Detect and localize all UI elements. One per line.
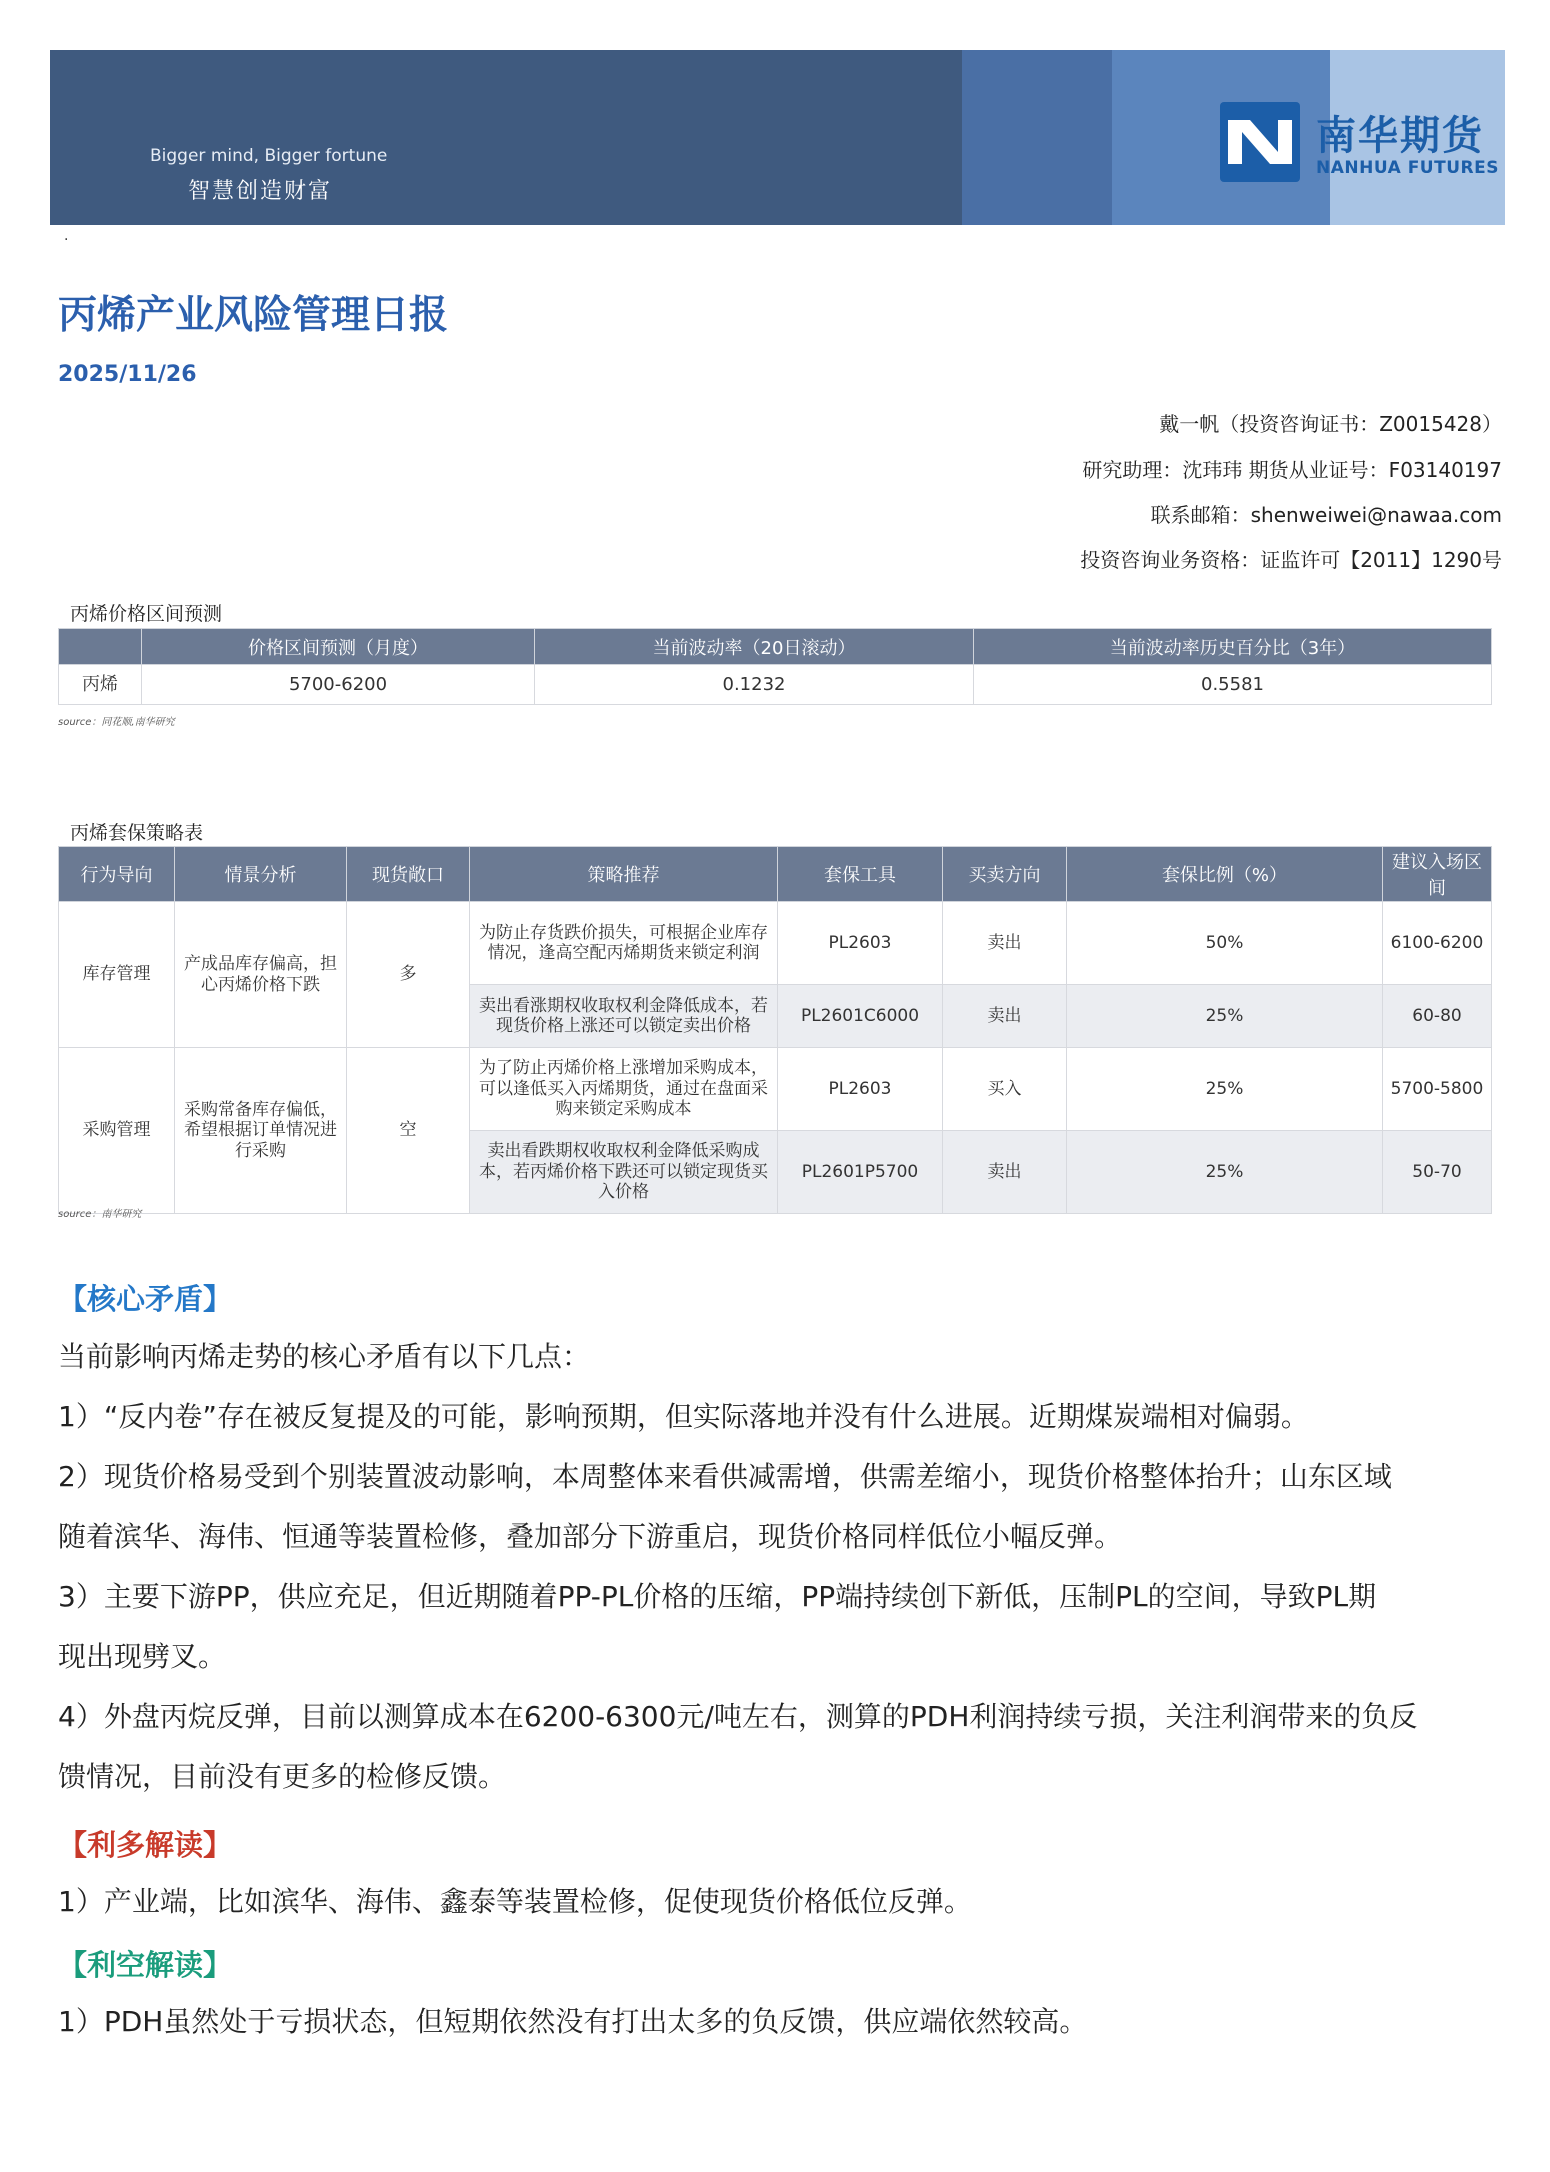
table-cell: 5700-6200 [142,665,535,705]
source-note: source：同花顺,南华研究 [58,717,175,728]
bearish-paragraph [58,1992,1498,2052]
tool-cell: PL2603 [778,1048,943,1131]
company-logo [1220,102,1500,192]
scenario-cell: 产成品库存偏高，担心丙烯价格下跌 [175,902,347,1048]
behavior-cell: 采购管理 [59,1048,175,1214]
direction-cell: 卖出 [943,985,1067,1048]
paragraph-line: 3）主要下游PP，供应充足，但近期随着PP-PL价格的压缩，PP端持续创下新低，压制PL的空间，导致PL期 [58,1580,1377,1613]
ratio-cell: 50% [1067,902,1383,985]
range-cell: 50-70 [1383,1131,1492,1214]
behavior-cell: 库存管理 [59,902,175,1048]
tool-cell: PL2601C6000 [778,985,943,1048]
strategy-cell: 为了防止丙烯价格上涨增加采购成本，可以逢低买入丙烯期货，通过在盘面采购来锁定采购成本 [470,1048,778,1131]
strategy-cell: 为防止存货跌价损失，可根据企业库存情况，逢高空配丙烯期货来锁定利润 [470,902,778,985]
tool-cell: PL2601P5700 [778,1131,943,1214]
table-header: 价格区间预测（月度） [142,629,535,665]
paragraph-line: 当前影响丙烯走势的核心矛盾有以下几点： [58,1340,591,1373]
bullish-heading: 【利多解读】 [58,1828,233,1862]
hedge-strategy-table [58,846,1492,1214]
page-mark: . [64,228,69,244]
report-title: 丙烯产业风险管理日报 [58,293,449,338]
header-banner [50,50,1505,225]
table-header: 策略推荐 [470,847,778,902]
author-line: 戴一帆（投资咨询证书：Z0015428） [1159,412,1502,436]
paragraph-line: 4）外盘丙烷反弹，目前以测算成本在6200-6300元/吨左右，测算的PDH利润持续亏损，关注利润带来的负反 [58,1700,1418,1733]
report-date: 2025/11/26 [58,362,197,387]
table-header: 当前波动率（20日滚动） [535,629,974,665]
paragraph-line: 随着滨华、海伟、恒通等装置检修，叠加部分下游重启，现货价格同样低位小幅反弹。 [58,1520,1123,1553]
slogan-chinese: 智慧创造财富 [188,179,333,204]
table-cell: 0.1232 [535,665,974,705]
paragraph-line: 馈情况，目前没有更多的检修反馈。 [58,1760,507,1793]
paragraph-line: 1）“反内卷”存在被反复提及的可能，影响预期，但实际落地并没有什么进展。近期煤炭端相对偏弱。 [58,1400,1309,1433]
scenario-cell: 采购常备库存偏低，希望根据订单情况进行采购 [175,1048,347,1214]
exposure-cell: 空 [347,1048,470,1214]
bearish-heading: 【利空解读】 [58,1948,233,1982]
table-row [59,665,1492,705]
table-cell: 0.5581 [974,665,1492,705]
slogan-english: Bigger mind, Bigger fortune [150,146,388,166]
tool-cell: PL2603 [778,902,943,985]
author-line: 投资咨询业务资格：证监许可【2011】1290号 [1080,548,1502,572]
bullish-paragraph [58,1872,1498,1932]
table-header: 情景分析 [175,847,347,902]
strategy-cell: 卖出看涨期权收取权利金降低成本，若现货价格上涨还可以锁定卖出价格 [470,985,778,1048]
table-header: 买卖方向 [943,847,1067,902]
ratio-cell: 25% [1067,1048,1383,1131]
author-line: 研究助理：沈玮玮 期货从业证号：F03140197 [1082,458,1502,482]
table-cell: 丙烯 [59,665,142,705]
paragraph-line: 1）PDH虽然处于亏损状态，但短期依然没有打出太多的负反馈，供应端依然较高。 [58,2005,1088,2038]
paragraph-line: 1）产业端，比如滨华、海伟、鑫泰等装置检修，促使现货价格低位反弹。 [58,1885,972,1918]
ratio-cell: 25% [1067,1131,1383,1214]
range-cell: 5700-5800 [1383,1048,1492,1131]
direction-cell: 卖出 [943,902,1067,985]
table-header: 当前波动率历史百分比（3年） [974,629,1492,665]
author-line: 联系邮箱：shenweiwei@nawaa.com [1150,503,1502,527]
price-forecast-table [58,628,1492,705]
core-paragraph [58,1327,1498,1807]
strategy-cell: 卖出看跌期权收取权利金降低采购成本，若丙烯价格下跌还可以锁定现货买入价格 [470,1131,778,1214]
paragraph-line: 2）现货价格易受到个别装置波动影响，本周整体来看供减需增，供需差缩小，现货价格整体抬升；山东区域 [58,1460,1392,1493]
table-row [59,1048,1492,1131]
direction-cell: 买入 [943,1048,1067,1131]
table-header [59,629,142,665]
table-header: 现货敞口 [347,847,470,902]
logo-chinese-name: 南华期货 [1316,113,1484,159]
direction-cell: 卖出 [943,1131,1067,1214]
range-cell: 60-80 [1383,985,1492,1048]
source-note: source：南华研究 [58,1209,142,1220]
table-header: 建议入场区间 [1383,847,1492,902]
hedge-table-title: 丙烯套保策略表 [70,822,204,844]
paragraph-line: 现出现劈叉。 [58,1640,227,1673]
range-cell: 6100-6200 [1383,902,1492,985]
table-header: 行为导向 [59,847,175,902]
core-heading: 【核心矛盾】 [58,1282,233,1316]
price-table-title: 丙烯价格区间预测 [70,603,223,625]
banner-strip [962,50,1112,225]
table-row [59,902,1492,985]
exposure-cell: 多 [347,902,470,1048]
table-header: 套保比例（%） [1067,847,1383,902]
logo-english-name: NANHUA FUTURES [1316,158,1499,178]
nanhua-logo-icon [1220,102,1300,182]
table-header: 套保工具 [778,847,943,902]
ratio-cell: 25% [1067,985,1383,1048]
